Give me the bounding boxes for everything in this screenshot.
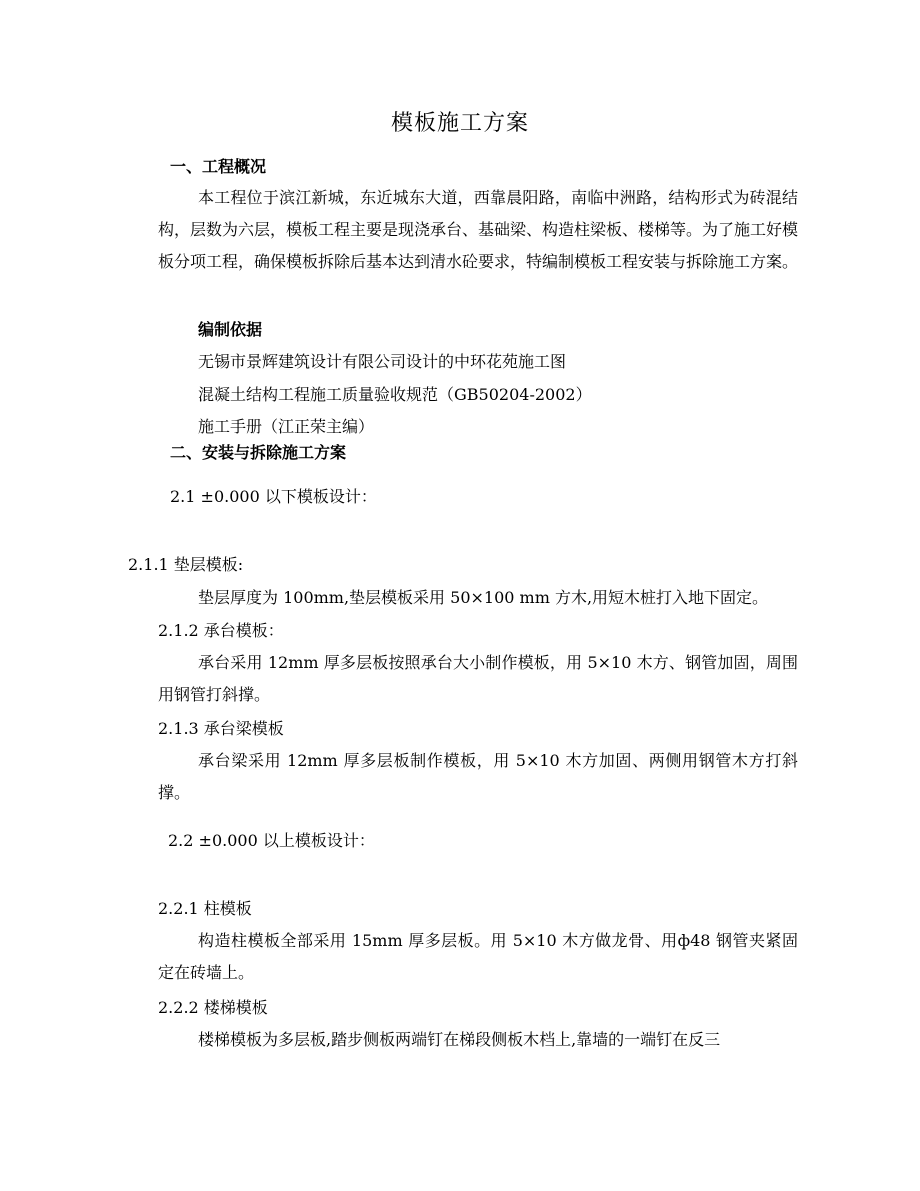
subsection-2-2-heading: 2.2 ±0.000 以上模板设计： (168, 831, 375, 850)
subsection-2-1-1-heading: 2.1.1 垫层模板: (128, 555, 244, 574)
subsection-2-2-1-heading: 2.2.1 柱模板 (158, 899, 252, 918)
subsection-2-2-1-text: 构造柱模板全部采用 15mm 厚多层板。用 5×10 木方做龙骨、用ф48 钢管夹紧固定在砖墙上。 (158, 931, 798, 982)
subsection-2-2-2-heading: 2.2.2 楼梯模板 (158, 998, 268, 1017)
subsection-2-1-1-text: 垫层厚度为 100mm,垫层模板采用 50×100 mm 方木,用短木桩打入地下固定。 (198, 588, 769, 607)
section2-heading: 二、安装与拆除施工方案 (170, 443, 347, 462)
document-title: 模板施工方案 (390, 111, 529, 136)
subsection-2-1-heading: 2.1 ±0.000 以下模板设计： (170, 487, 377, 506)
subsection-2-2-2-text: 楼梯模板为多层板,踏步侧板两端钉在梯段侧板木档上,靠墙的一端钉在反三 (198, 1030, 721, 1049)
subsection-2-1-3-heading: 2.1.3 承台梁模板 (158, 719, 284, 738)
subsection-2-1-2-heading: 2.1.2 承台模板： (158, 621, 284, 640)
basis-item: 施工手册（江正荣主编） (198, 417, 375, 436)
basis-item: 无锡市景辉建筑设计有限公司设计的中环花苑施工图 (198, 352, 567, 371)
section1-heading: 一、工程概况 (170, 157, 267, 176)
section1-paragraph: 本工程位于滨江新城，东近城东大道，西靠晨阳路，南临中洲路，结构形式为砖混结构，层数为六层，模板工程主要是现浇承台、基础梁、构造柱梁板、楼梯等。为了施工好模板分项工程，确保模板拆除后基本达到清水砼要求，特编制模板工程安装与拆除施工方案。 (158, 188, 799, 271)
subsection-2-1-3-text: 承台梁采用 12mm 厚多层板制作模板，用 5×10 木方加固、两侧用钢管木方打斜撑。 (158, 751, 798, 802)
basis-heading: 编制依据 (198, 320, 263, 339)
subsection-2-1-2-text: 承台采用 12mm 厚多层板按照承台大小制作模板，用 5×10 木方、钢管加固，周围用钢管打斜撑。 (158, 653, 798, 704)
basis-item: 混凝土结构工程施工质量验收规范（GB50204-2002） (198, 385, 592, 404)
